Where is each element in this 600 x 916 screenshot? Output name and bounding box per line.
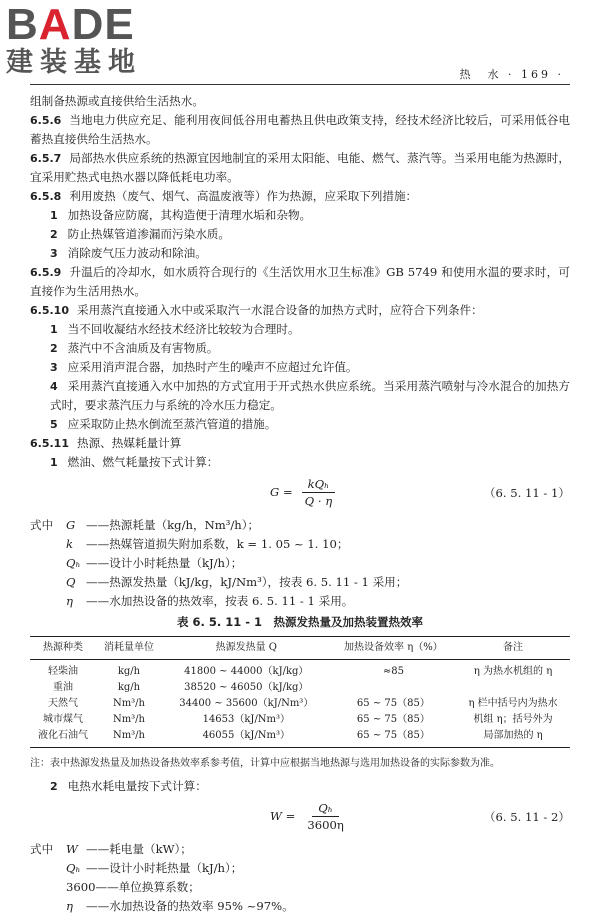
table-cell: 城市煤气 (42, 714, 83, 725)
table-cell: 机组 η；括号外为 (473, 714, 553, 725)
definition-row: 3600——单位换算系数； (66, 880, 200, 894)
clause-6-5-8: 6.5.8 利用废热（废气、烟气、高温废液等）作为热源，应采取下列措施： (30, 189, 418, 203)
header-rule (30, 84, 570, 85)
table-cell: 34400 ~ 35600（kJ/Nm³） (179, 698, 314, 709)
table-cell: 38520 ~ 46050（kJ/kg） (184, 682, 309, 693)
table-row (30, 712, 570, 728)
formula-denominator: Q · η (304, 494, 333, 508)
list-item: 2 防止热媒管道渗漏而污染水质。 (50, 227, 230, 241)
list-item: 2 蒸汽中不含油质及有害物质。 (50, 341, 219, 355)
table-header: 备注 (456, 637, 570, 660)
table-cell: 液化石油气 (30, 728, 96, 748)
table-cell: 重油 (52, 682, 73, 693)
clause-6-5-6: 6.5.6 当地电力供应充足、能利用夜间低谷用电蓄热且供电政策支持，经技术经济比较后，可采用低谷电蓄热直接供给生活热水。 (30, 113, 570, 146)
running-header: 热 水 · 169 · (459, 68, 564, 81)
table-cell: 14653（kJ/Nm³） (202, 714, 291, 725)
table-header: 热源种类 (30, 637, 96, 660)
table-cell: Nm³/h (112, 698, 145, 709)
clause-6-5-7: 6.5.7 局部热水供应系统的热源宜因地制宜的采用太阳能、电能、燃气、蒸汽等。当采用电能为热源时，宜采用贮热式电热水器以降低耗电功率。 (30, 151, 570, 184)
definition-row: Q ——热源发热量（kJ/kg，kJ/Nm³），按表 6. 5. 11 - 1 采用； (66, 575, 408, 589)
clause-6-5-10: 6.5.10 采用蒸汽直接通入水中或采取汽一水混合设备的加热方式时，应符合下列条件： (30, 303, 483, 317)
definition-row: η ——水加热设备的热效率 95% ~97%。 (66, 899, 294, 913)
table-cell: 41800 ~ 44000（kJ/kg） (184, 666, 309, 677)
list-item: 1 加热设备应防腐，其构造便于清理水垢和杂物。 (50, 208, 312, 222)
logo (6, 2, 176, 78)
table-cell (456, 680, 570, 696)
table-cell: 轻柴油 (47, 666, 78, 677)
symbol-definitions (30, 516, 570, 611)
table-cell (331, 680, 456, 696)
definition-row: 式中 G ——热源耗量（kg/h，Nm³/h）； (30, 518, 260, 532)
table-note: 注：表中热源发热量及加热设备热效率系参考值，计算中应根据当地热源与选用加热设备的实际参数为准。 (30, 758, 500, 769)
table-cell: kg/h (117, 682, 141, 693)
list-item: 2 电热水耗电量按下式计算： (50, 779, 207, 793)
list-item: 1 燃油、燃气耗量按下式计算： (50, 455, 219, 469)
list-item: 5 应采取防止热水倒流至蒸汽管道的措施。 (50, 417, 277, 431)
heat-source-table (30, 636, 570, 748)
logo-latin: BADE (6, 0, 135, 49)
formula-lhs: W = (270, 809, 296, 823)
list-item: 3 应采用消声混合器，加热时产生的噪声不应超过允许值。 (50, 360, 358, 374)
definition-row: η ——水加热设备的热效率，按表 6. 5. 11 - 1 采用。 (66, 594, 354, 608)
clause-6-5-11: 6.5.11 热源、热媒耗量计算 (30, 436, 182, 450)
table-cell: 局部加热的 η (456, 728, 570, 748)
table-cell: Nm³/h (112, 714, 145, 725)
definition-row: 式中 W ——耗电量（kW）； (30, 842, 192, 856)
list-item: 4 采用蒸汽直接通入水中加热的方式宜用于开式热水供应系统。当采用蒸汽喷射与冷水混合的加热方式时，要求蒸汽压力与系统的冷水压力稳定。 (50, 379, 570, 412)
table-cell: η 栏中括号内为热水 (468, 698, 558, 709)
logo-chinese: 建装基地 (6, 47, 142, 78)
equation-number: （6. 5. 11 - 2） (483, 810, 570, 824)
table-cell: 65 ~ 75（85） (356, 698, 430, 709)
table-cell: Nm³/h (96, 728, 162, 748)
equation-number: （6. 5. 11 - 1） (483, 486, 570, 500)
list-item: 3 消除废气压力波动和除油。 (50, 246, 207, 260)
table-cell: 65 ~ 75（85） (356, 714, 430, 725)
formula-lhs: G = (270, 485, 293, 499)
table-header: 消耗量单位 (96, 637, 162, 660)
table-row (30, 728, 570, 748)
formula-6-5-11-2 (30, 796, 570, 840)
table-row (30, 660, 570, 681)
symbol-definitions (30, 840, 570, 916)
clause-6-5-9: 6.5.9 升温后的冷却水，如水质符合现行的《生活饮用水卫生标准》GB 5749 和使用水温的要求时，可直接作为生活用热水。 (30, 265, 570, 298)
table-cell: 46055（kJ/Nm³） (162, 728, 331, 748)
formula-denominator: 3600η (307, 818, 344, 832)
definition-row: k ——热媒管道损失附加系数，k = 1. 05 ~ 1. 10； (66, 537, 349, 551)
table-caption: 表 6. 5. 11 - 1 热源发热量及加热装置热效率 (176, 615, 424, 629)
table-header: 加热设备效率 η（%） (331, 637, 456, 660)
table-header: 热源发热量 Q (162, 637, 331, 660)
paragraph: 组制备热源或直接供给生活热水。 (30, 94, 204, 108)
table-cell: 65 ~ 75（85） (331, 728, 456, 748)
table-cell: 天然气 (47, 698, 78, 709)
definition-row: Qₕ ——设计小时耗热量（kJ/h）； (66, 556, 243, 570)
table-cell: kg/h (117, 666, 141, 677)
table-cell: η 为热水机组的 η (473, 666, 553, 677)
formula-numerator: kQₕ (302, 476, 336, 493)
definition-row: Qₕ ——设计小时耗热量（kJ/h）； (66, 861, 243, 875)
table-cell: ≈85 (382, 666, 404, 677)
table-row (30, 680, 570, 696)
list-item: 1 当不回收凝结水经技术经济比较较为合理时。 (50, 322, 300, 336)
formula-6-5-11-1 (30, 472, 570, 516)
formula-numerator: Qₕ (312, 800, 339, 817)
page-body (30, 92, 570, 916)
table-row (30, 696, 570, 712)
